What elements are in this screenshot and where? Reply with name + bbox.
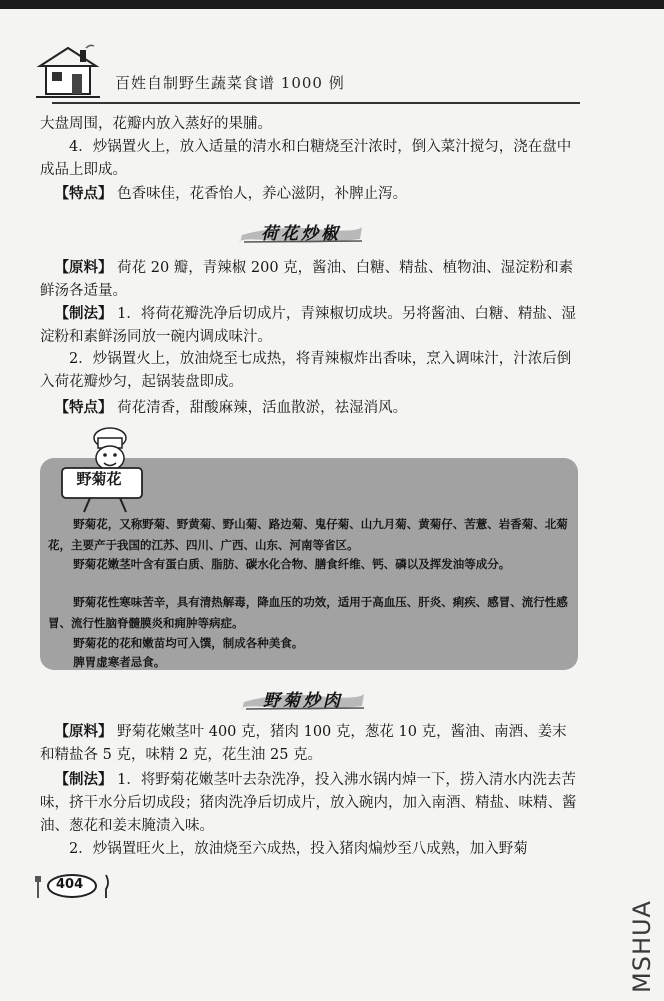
step-4: 4．炒锅置火上，放入适量的清水和白糖烧至汁浓时，倒入菜汁搅匀，浇在盘中成品上即成。 — [40, 139, 572, 178]
section-title-badge — [238, 682, 368, 712]
method-paragraph — [40, 302, 580, 349]
ingredients-label: 【原料】 — [54, 723, 113, 740]
ingredients-text: 野菊花嫩茎叶 400 克，猪肉 100 克，葱花 10 克，酱油、南酒、姜末和精盐各 5 克，味精 2 克，花生油 25 克。 — [40, 724, 567, 763]
watermark-text: MSHUA — [628, 900, 656, 993]
feature-text: 荷花清香，甜酸麻辣，活血散淤，祛湿消风。 — [112, 400, 408, 416]
feature-text: 色香味佳，花香怡人，养心滋阴，补脾止泻。 — [112, 186, 408, 202]
method-step-1: 1．将荷花瓣洗净后切成片，青辣椒切成块。另将酱油、白糖、精盐、湿淀粉和素鲜汤同放一碗内调成味汁。 — [40, 306, 576, 345]
info-paragraph: 野菊花的花和嫩苗均可入馔，制成各种美食。 — [73, 636, 304, 650]
method-step-2: 2．炒锅置旺火上，放油烧至六成热，投入猪肉煸炒至八成熟，加入野菊 — [69, 841, 528, 857]
feature-label: 【特点】 — [54, 399, 113, 416]
method-step-2: 2．炒锅置火上，放油烧至七成热，将青辣椒炸出香味，烹入调味汁，汁浓后倒入荷花瓣炒匀，起锅装盘即成。 — [40, 351, 572, 390]
top-border-bar — [0, 0, 664, 9]
recipe-2-title: 野菊炒肉 — [263, 691, 343, 711]
header-divider — [52, 102, 580, 104]
method-paragraph — [40, 768, 580, 838]
info-paragraph: 脾胃虚寒者忌食。 — [73, 655, 166, 669]
page-number: 404 — [56, 877, 84, 892]
method-label: 【制法】 — [54, 771, 113, 788]
info-paragraph: 野菊花，又称野菊、野黄菊、野山菊、路边菊、鬼仔菊、山九月菊、黄菊仔、苦薏、岩香菊、北菊花，主要产于我国的江苏、四川、广西、山东、河南等省区。 — [48, 517, 568, 552]
info-paragraph: 野菊花嫩茎叶含有蛋白质、脂肪、碳水化合物、膳食纤维、钙、磷以及挥发油等成分。 — [73, 557, 511, 571]
house-logo-icon — [36, 42, 100, 100]
feature-paragraph — [40, 182, 580, 206]
ingredients-label: 【原料】 — [54, 259, 113, 276]
ingredients-paragraph — [40, 256, 580, 303]
method-label: 【制法】 — [54, 305, 113, 322]
ingredients-text: 荷花 20 瓣，青辣椒 200 克，酱油、白糖、精盐、植物油、湿淀粉和素鲜汤各适量。 — [40, 260, 574, 299]
ingredients-paragraph — [40, 720, 580, 767]
text-line: 大盘周围，花瓣内放入蒸好的果脯。 — [40, 116, 272, 132]
recipe-1-title: 荷花炒椒 — [261, 224, 341, 244]
book-title: 百姓自制野生蔬菜食谱 1000 例 — [115, 74, 345, 92]
section-title-badge — [236, 215, 366, 245]
info-box-label: 野菊花 — [76, 470, 122, 488]
feature-paragraph — [40, 396, 580, 420]
info-paragraph: 野菊花性寒味苦辛，具有清热解毒，降血压的功效，适用于高血压、肝炎、痢疾、感冒、流行性感冒、流行性脑脊髓膜炎和痈肿等病症。 — [48, 595, 568, 630]
method-step-1: 1．将野菊花嫩茎叶去杂洗净，投入沸水锅内焯一下，捞入清水内洗去苦味，挤干水分后切成段；猪肉洗净后切成片，放入碗内，加入南酒、精盐、味精、酱油、葱花和姜末腌渍入味。 — [40, 772, 577, 834]
watermark — [620, 885, 660, 995]
feature-label: 【特点】 — [54, 185, 113, 202]
